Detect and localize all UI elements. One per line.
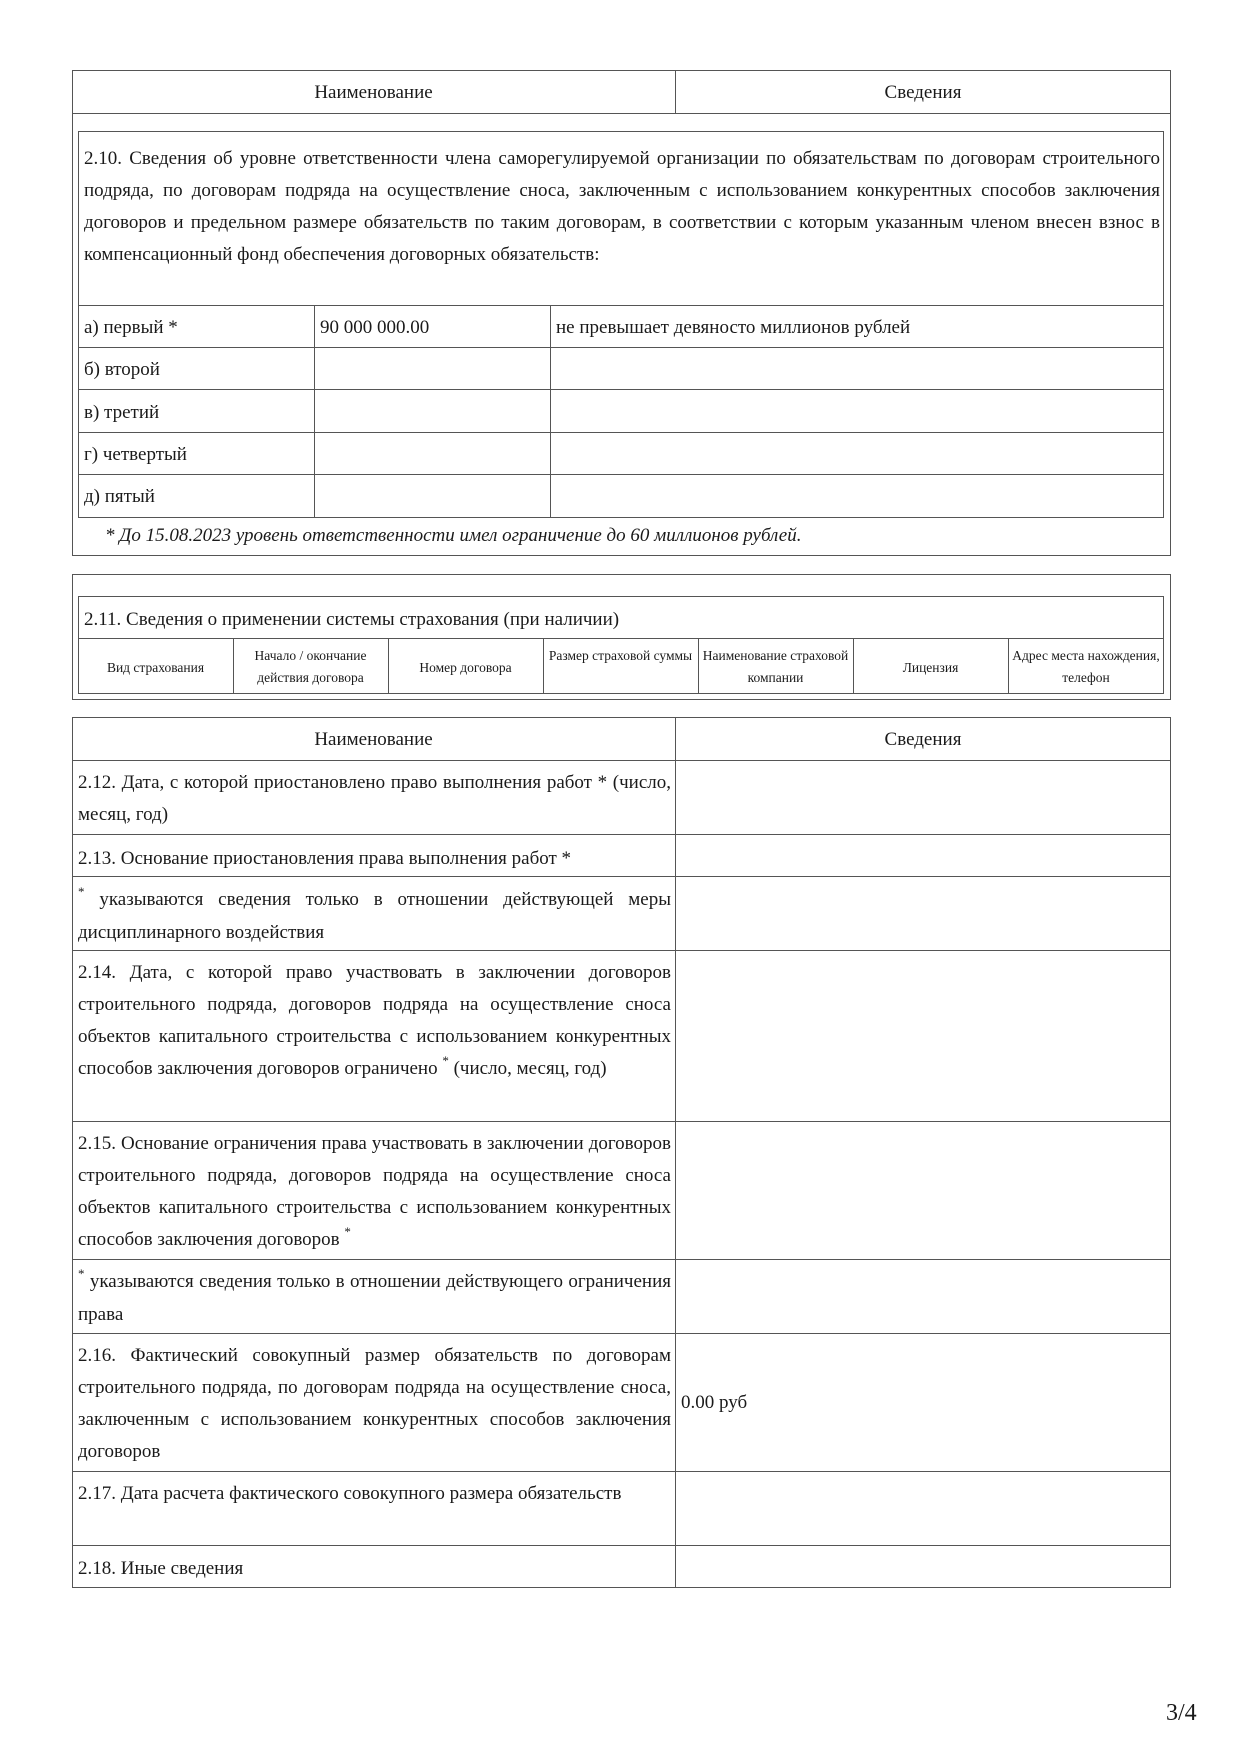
section-2-10-text: 2.10. Сведения об уровне ответственности члена саморегулируемой организации по обязательствам по договорам строительного подряда, по договорам подряда на осуществление сноса, заключенным с использованием конкурентных способов заключения договоров и предельном размере обязательств по таким договорам, в соответствии с которым указанным членом внесен взнос в компенсационный фонд обеспечения договорных обязательств: [84,148,1160,265]
insurance-header: Адрес места нахождения, телефон [1012,648,1160,685]
row-text-tail: (число, месяц, год) [453,1058,607,1079]
divider [78,638,1164,639]
divider [72,834,1171,835]
level-label: г) четвертый [84,444,187,465]
row-2-18-label: 2.18. Иные сведения [78,1558,244,1579]
divider [78,432,1164,433]
divider [72,113,1171,114]
divider [72,1333,1171,1334]
divider [675,717,676,1588]
column-header-name: Наименование [314,729,433,750]
level-label: д) пятый [84,486,155,507]
divider [72,1471,1171,1472]
row-text: 2.14. Дата, с которой право участвовать в заключении договоров строительного подряда, договоров подряда на осуществление сноса объектов капитального строительства с использованием конкурентных способов заключения договоров ограничено [78,962,671,1079]
divider [388,638,389,694]
asterisk-mark: * [442,1053,449,1068]
footnote-level-limit: * До 15.08.2023 уровень ответственности имел ограничение до 60 миллионов рублей. [105,525,802,546]
divider [1008,638,1009,694]
divider [72,1259,1171,1260]
note-text: указываются сведения только в отношении действующего ограничения права [78,1271,672,1325]
insurance-header: Начало / окончание действия договора [254,648,367,685]
row-2-17-label: 2.17. Дата расчета фактического совокупного размера обязательств [78,1483,622,1504]
row-2-14-label [78,957,671,1086]
divider [72,760,1171,761]
level-label: а) первый * [84,317,178,338]
column-header-info: Сведения [884,82,962,103]
level-label: в) третий [84,402,160,423]
insurance-header: Наименование страховой компании [702,648,849,685]
divider [78,389,1164,390]
row-2-16-value: 0.00 руб [681,1392,748,1413]
divider [550,305,551,518]
insurance-header: Лицензия [902,660,959,675]
insurance-header: Размер страховой суммы [548,648,693,663]
insurance-header: Вид страхования [106,660,205,675]
asterisk-mark: * [78,1266,85,1281]
row-note-restriction [78,1266,671,1331]
divider [78,305,1164,306]
row-note-disciplinary [78,884,671,949]
row-2-13-label: 2.13. Основание приостановления права выполнения работ * [78,848,572,869]
section-2-11-title: 2.11. Сведения о применении системы страхования (при наличии) [84,609,620,630]
divider [72,1545,1171,1546]
divider [78,347,1164,348]
row-2-12-label: 2.12. Дата, с которой приостановлено право выполнения работ * (число, месяц, год) [78,772,671,825]
asterisk-mark: * [344,1224,351,1239]
level-label: б) второй [84,359,160,380]
divider [853,638,854,694]
divider [72,876,1171,877]
divider [78,474,1164,475]
column-header-name: Наименование [314,82,433,103]
divider [72,950,1171,951]
row-2-15-label [78,1128,671,1257]
level-description: не превышает девяносто миллионов рублей [556,317,911,338]
page-number: 3/4 [1166,1700,1197,1726]
divider [314,305,315,518]
note-text: указываются сведения только в отношении действующей меры дисциплинарного воздействия [78,889,672,943]
divider [233,638,234,694]
level-amount: 90 000 000.00 [320,317,430,338]
row-text: 2.15. Основание ограничения права участвовать в заключении договоров строительного подряда, договоров подряда на осуществление сноса объектов капитального строительства с использованием конкурентных способов заключения договоров [78,1133,671,1250]
column-header-info: Сведения [884,729,962,750]
asterisk-mark: * [78,884,85,899]
divider [698,638,699,694]
divider [543,638,544,694]
row-2-16-label: 2.16. Фактический совокупный размер обязательств по договорам строительного подряда, по договорам подряда на осуществление сноса, заключенным с использованием конкурентных способов заключения договоров [78,1345,671,1462]
insurance-header: Номер договора [419,660,512,675]
divider [72,1121,1171,1122]
